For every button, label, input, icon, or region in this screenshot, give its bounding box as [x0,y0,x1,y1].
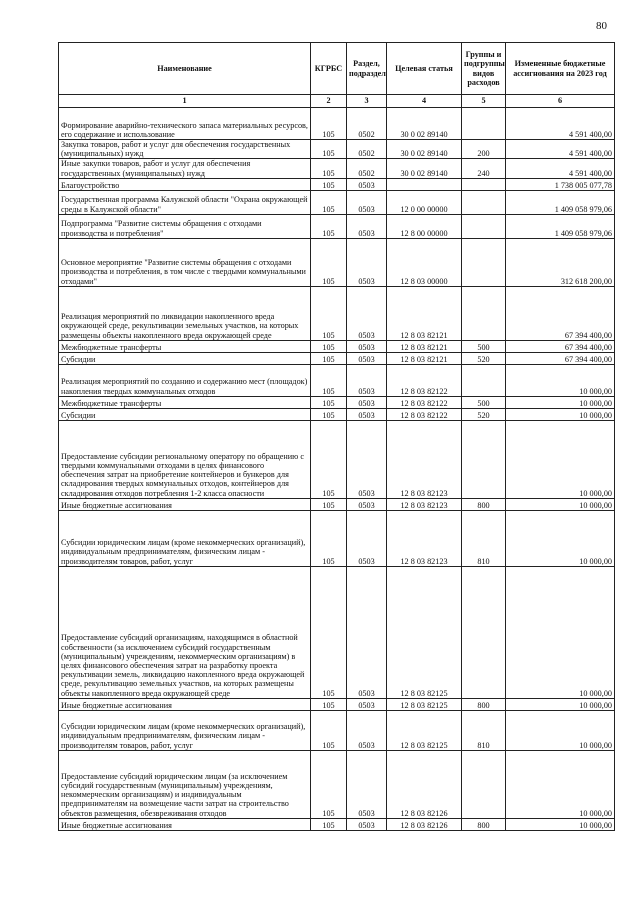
cell-amount: 312 618 200,00 [506,238,615,286]
cell-section: 0503 [347,750,387,818]
cell-group [462,190,506,214]
cell-name: Закупка товаров, работ и услуг для обеспечения государственных (муниципальных) нужд [59,140,311,159]
table-row [59,108,615,140]
table-row [59,352,615,364]
cell-target: 12 8 03 82122 [387,396,462,408]
cell-name: Межбюджетные трансферты [59,340,311,352]
cell-section: 0502 [347,159,387,178]
table-row [59,364,615,396]
table-row [59,190,615,214]
cell-group: 500 [462,396,506,408]
cell-target: 12 8 03 82125 [387,698,462,710]
cell-kgrbs: 105 [311,818,347,830]
cell-name: Предоставление субсидии региональному оператору по обращению с твердыми коммунальными отходами в целях финансового обеспечения затрат на приобретение контейнеров и бункеров для складирования твердых коммунальных отходов, контейнеров для складирования отходов потребления 1-2 класса опасности [59,420,311,498]
cell-target: 12 8 03 82126 [387,750,462,818]
cell-kgrbs: 105 [311,108,347,140]
cell-section: 0502 [347,108,387,140]
cell-name: Субсидии юридическим лицам (кроме некоммерческих организаций), индивидуальным предпринимателям, физическим лицам - производителям товаров, работ, услуг [59,710,311,750]
cell-section: 0503 [347,178,387,190]
cell-section: 0503 [347,286,387,340]
cell-section: 0503 [347,498,387,510]
cell-group [462,108,506,140]
table-row [59,238,615,286]
cell-target: 12 8 03 82122 [387,408,462,420]
cell-kgrbs: 105 [311,364,347,396]
table-row [59,498,615,510]
cell-amount: 4 591 400,00 [506,140,615,159]
cell-target: 12 8 03 82121 [387,352,462,364]
cell-section: 0503 [347,214,387,238]
column-number: 2 [311,95,347,108]
cell-amount: 67 394 400,00 [506,286,615,340]
cell-group [462,286,506,340]
cell-name: Реализация мероприятий по ликвидации накопленного вреда окружающей среде, рекультивации земельных участков, на которых размещены объекты накопленного вреда окружающей среде [59,286,311,340]
cell-amount: 67 394 400,00 [506,340,615,352]
column-number: 6 [506,95,615,108]
cell-name: Государственная программа Калужской области "Охрана окружающей среды в Калужской области" [59,190,311,214]
cell-group [462,238,506,286]
cell-kgrbs: 105 [311,214,347,238]
cell-amount: 1 409 058 979,06 [506,214,615,238]
cell-name: Предоставление субсидий юридическим лицам (за исключением субсидий государственным (муниципальным) учреждениям, некоммерческим организациям) и индивидуальным предпринимателям на возмещение части затрат на строительство объектов размещения, обезвреживания отходов [59,750,311,818]
cell-amount: 10 000,00 [506,510,615,566]
header-section: Раздел, подраздел [347,43,387,95]
table-row [59,408,615,420]
cell-kgrbs: 105 [311,698,347,710]
cell-group: 810 [462,510,506,566]
column-number: 3 [347,95,387,108]
table-row [59,340,615,352]
cell-amount: 10 000,00 [506,420,615,498]
cell-amount: 10 000,00 [506,364,615,396]
cell-kgrbs: 105 [311,566,347,698]
cell-kgrbs: 105 [311,190,347,214]
cell-kgrbs: 105 [311,159,347,178]
cell-name: Реализация мероприятий по созданию и содержанию мест (площадок) накопления твердых коммунальных отходов [59,364,311,396]
cell-section: 0503 [347,408,387,420]
cell-target: 12 8 03 00000 [387,238,462,286]
cell-section: 0503 [347,396,387,408]
cell-group [462,420,506,498]
cell-kgrbs: 105 [311,498,347,510]
cell-name: Субсидии юридическим лицам (кроме некоммерческих организаций), индивидуальным предпринимателям, физическим лицам - производителям товаров, работ, услуг [59,510,311,566]
cell-group: 240 [462,159,506,178]
cell-section: 0503 [347,352,387,364]
cell-target: 12 8 03 82121 [387,286,462,340]
cell-target: 12 8 03 82123 [387,420,462,498]
cell-name: Иные бюджетные ассигнования [59,818,311,830]
cell-name: Подпрограмма "Развитие системы обращения с отходами производства и потребления" [59,214,311,238]
cell-target: 12 8 00 00000 [387,214,462,238]
cell-name: Субсидии [59,352,311,364]
cell-section: 0503 [347,420,387,498]
cell-target: 12 8 03 82123 [387,498,462,510]
cell-group: 500 [462,340,506,352]
cell-amount: 10 000,00 [506,566,615,698]
cell-target: 12 8 03 82126 [387,818,462,830]
budget-table [58,42,615,831]
cell-name: Иные бюджетные ассигнования [59,498,311,510]
cell-amount: 10 000,00 [506,710,615,750]
cell-group: 810 [462,710,506,750]
cell-kgrbs: 105 [311,352,347,364]
cell-kgrbs: 105 [311,140,347,159]
cell-group: 200 [462,140,506,159]
cell-kgrbs: 105 [311,710,347,750]
cell-kgrbs: 105 [311,510,347,566]
cell-section: 0503 [347,364,387,396]
table-row [59,214,615,238]
cell-kgrbs: 105 [311,178,347,190]
cell-kgrbs: 105 [311,750,347,818]
column-number: 5 [462,95,506,108]
cell-kgrbs: 105 [311,286,347,340]
cell-name: Межбюджетные трансферты [59,396,311,408]
cell-amount: 10 000,00 [506,498,615,510]
cell-group [462,178,506,190]
cell-section: 0502 [347,140,387,159]
cell-kgrbs: 105 [311,396,347,408]
header-row [59,43,615,95]
cell-group: 800 [462,818,506,830]
cell-section: 0503 [347,710,387,750]
header-kgrbs: КГРБС [311,43,347,95]
cell-amount: 10 000,00 [506,396,615,408]
cell-group [462,566,506,698]
cell-name: Иные бюджетные ассигнования [59,698,311,710]
cell-target: 30 0 02 89140 [387,159,462,178]
cell-target: 12 0 00 00000 [387,190,462,214]
cell-group [462,214,506,238]
cell-target: 12 8 03 82125 [387,710,462,750]
cell-target: 12 8 03 82125 [387,566,462,698]
cell-name: Предоставление субсидий организациям, находящимся в областной собственности (за исключением субсидий государственным (муниципальным) учреждениям, некоммерческим организациям) в целях финансового обеспечения затрат на разработку проекта рекультивации земель, ликвидацию накопленного вреда окружающей среде, рекультивацию земельных участков, на которых размещены объекты накопленного вреда окружающей среде [59,566,311,698]
table-row [59,286,615,340]
cell-group: 800 [462,498,506,510]
table-row [59,750,615,818]
cell-target: 12 8 03 82122 [387,364,462,396]
cell-name: Основное мероприятие "Развитие системы обращения с отходами производства и потребления, в том числе с твердыми коммунальными отходами" [59,238,311,286]
cell-group: 520 [462,352,506,364]
column-number-row [59,95,615,108]
table-row [59,510,615,566]
table-row [59,159,615,178]
cell-name: Формирование аварийно-технического запаса материальных ресурсов, его содержание и использование [59,108,311,140]
cell-kgrbs: 105 [311,420,347,498]
cell-group [462,364,506,396]
cell-amount: 10 000,00 [506,408,615,420]
cell-amount: 10 000,00 [506,698,615,710]
table-row [59,396,615,408]
table-row [59,710,615,750]
cell-kgrbs: 105 [311,408,347,420]
cell-amount: 67 394 400,00 [506,352,615,364]
table-row [59,818,615,830]
header-amount: Измененные бюджетные ассигнования на 2023 год [506,43,615,95]
cell-amount: 4 591 400,00 [506,108,615,140]
cell-amount: 4 591 400,00 [506,159,615,178]
cell-section: 0503 [347,566,387,698]
cell-group: 800 [462,698,506,710]
table-row [59,140,615,159]
table-row [59,566,615,698]
column-number: 4 [387,95,462,108]
cell-section: 0503 [347,698,387,710]
cell-group: 520 [462,408,506,420]
table-row [59,420,615,498]
table-row [59,178,615,190]
page-number: 80 [596,20,607,32]
header-name: Наименование [59,43,311,95]
cell-group [462,750,506,818]
table-row [59,698,615,710]
cell-amount: 10 000,00 [506,818,615,830]
cell-amount: 1 409 058 979,06 [506,190,615,214]
cell-section: 0503 [347,340,387,352]
cell-target [387,178,462,190]
cell-section: 0503 [347,818,387,830]
cell-target: 30 0 02 89140 [387,140,462,159]
cell-target: 12 8 03 82123 [387,510,462,566]
cell-name: Благоустройство [59,178,311,190]
column-number: 1 [59,95,311,108]
cell-kgrbs: 105 [311,340,347,352]
cell-name: Иные закупки товаров, работ и услуг для обеспечения государственных (муниципальных) нужд [59,159,311,178]
cell-target: 30 0 02 89140 [387,108,462,140]
cell-amount: 10 000,00 [506,750,615,818]
cell-target: 12 8 03 82121 [387,340,462,352]
header-groups: Группы и подгруппы видов расходов [462,43,506,95]
cell-section: 0503 [347,238,387,286]
header-target: Целевая статья [387,43,462,95]
cell-amount: 1 738 005 077,78 [506,178,615,190]
cell-name: Субсидии [59,408,311,420]
cell-kgrbs: 105 [311,238,347,286]
cell-section: 0503 [347,190,387,214]
cell-section: 0503 [347,510,387,566]
